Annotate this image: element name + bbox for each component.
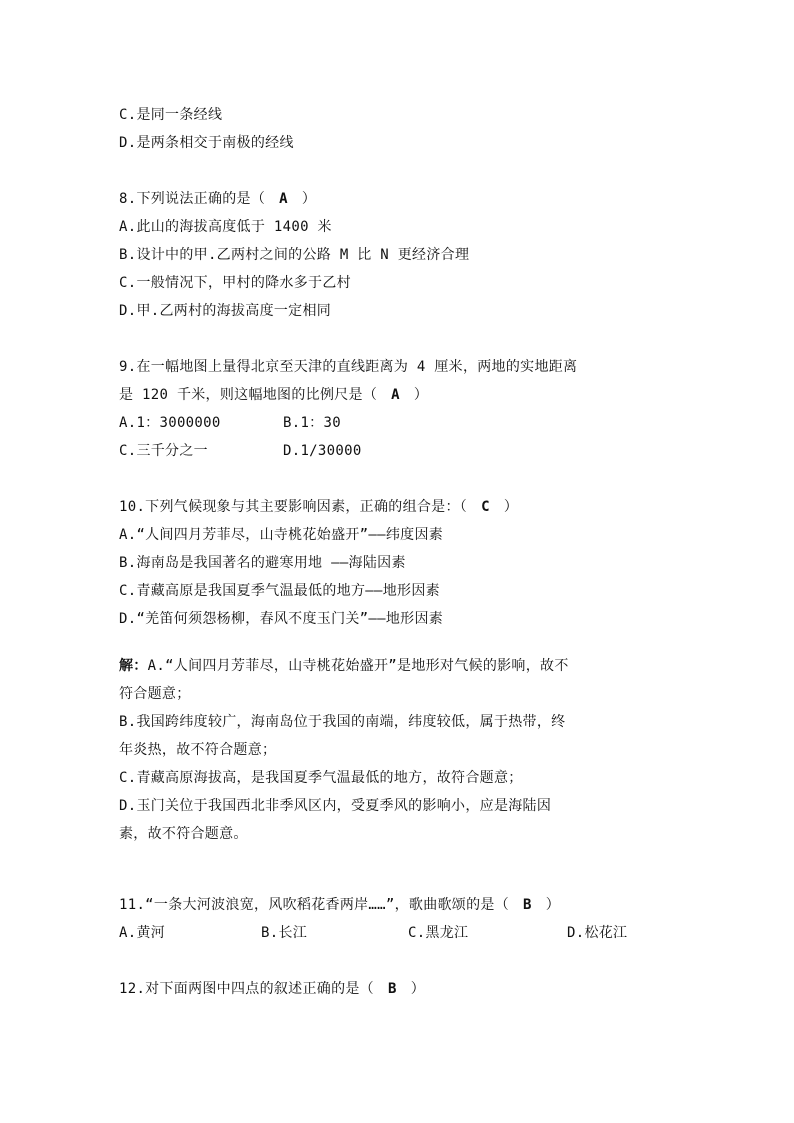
- q10-solution-line3: B.我国跨纬度较广，海南岛位于我国的南端，纬度较低，属于热带，终: [119, 714, 566, 730]
- q9-stem-line2: [119, 386, 428, 404]
- q10-solution-line6: D.玉门关位于我国西北非季风区内，受夏季风的影响小，应是海陆因: [119, 798, 552, 814]
- q8-option-b: B.设计中的甲.乙两村之间的公路 M 比 N 更经济合理: [119, 247, 470, 263]
- q12-stem: 12.对下面两图中四点的叙述正确的是（: [119, 981, 374, 997]
- q10-solution-text1: A.“人间四月芳菲尽，山寺桃花始盛开”是地形对气候的影响，故不: [147, 658, 569, 674]
- q9-option-c: C.三千分之一: [119, 443, 208, 459]
- q10-stem: 10.下列气候现象与其主要影响因素，正确的组合是：（: [119, 499, 468, 515]
- q9-options-row1: [119, 414, 519, 432]
- q9-option-a: A.1：3000000: [119, 415, 221, 431]
- q11-option-d: D.松花江: [567, 925, 628, 941]
- q11-option-c: C.黑龙江: [408, 925, 469, 941]
- q8-option-a: A.此山的海拔高度低于 1400 米: [119, 219, 332, 235]
- q8-close-paren: ）: [301, 191, 317, 207]
- q10-option-a: A.“人间四月芳菲尽，山寺桃花始盛开”——纬度因素: [119, 527, 444, 543]
- q11-stem-line: [119, 896, 560, 914]
- q10-solution-line5: C.青藏高原海拔高，是我国夏季气温最低的地方，故符合题意；: [119, 770, 523, 786]
- q8-option-c: C.一般情况下，甲村的降水多于乙村: [119, 275, 351, 291]
- q8-option-d: D.甲.乙两村的海拔高度一定相同: [119, 303, 332, 319]
- q10-solution-line7: 素，故不符合题意。: [119, 826, 248, 842]
- q10-solution-line1: [119, 657, 569, 675]
- q8-answer: A: [279, 191, 288, 207]
- q7-option-c: C.是同一条经线: [119, 107, 223, 123]
- q11-option-a: A.黄河: [119, 925, 166, 941]
- q11-option-b: B.长江: [261, 925, 308, 941]
- q12-stem-line: [119, 980, 425, 998]
- q9-stem: 是 120 千米，则这幅地图的比例尺是（: [119, 387, 378, 403]
- q10-option-b: B.海南岛是我国著名的避寒用地 ——海陆因素: [119, 555, 406, 571]
- q8-stem-line: [119, 190, 316, 208]
- q10-solution-label: 解：: [119, 658, 148, 674]
- q7-option-d: D.是两条相交于南极的经线: [119, 135, 294, 151]
- q12-close-paren: ）: [410, 981, 426, 997]
- q9-stem-line1: 9.在一幅地图上量得北京至天津的直线距离为 4 厘米，两地的实地距离: [119, 359, 578, 375]
- q10-stem-line: [119, 498, 518, 516]
- q10-solution-line4: 年炎热，故不符合题意；: [119, 742, 277, 758]
- q10-option-d: D.“羌笛何须怨杨柳，春风不度玉门关”——地形因素: [119, 611, 444, 627]
- q9-options-row2: [119, 442, 519, 460]
- q9-answer: A: [391, 387, 400, 403]
- q11-options-row: [119, 924, 679, 942]
- q10-answer: C: [481, 499, 490, 515]
- q10-option-c: C.青藏高原是我国夏季气温最低的地方——地形因素: [119, 583, 440, 599]
- q11-answer: B: [523, 897, 532, 913]
- q9-option-b: B.1：30: [283, 415, 341, 431]
- q10-close-paren: ）: [503, 499, 519, 515]
- q11-stem: 11.“一条大河波浪宽，风吹稻花香两岸……”，歌曲歌颂的是（: [119, 897, 509, 913]
- q9-close-paren: ）: [413, 387, 429, 403]
- q9-option-d: D.1/30000: [283, 443, 362, 459]
- q10-solution-line2: 符合题意；: [119, 686, 191, 702]
- q12-answer: B: [388, 981, 397, 997]
- q11-close-paren: ）: [545, 897, 561, 913]
- q8-stem: 8.下列说法正确的是（: [119, 191, 266, 207]
